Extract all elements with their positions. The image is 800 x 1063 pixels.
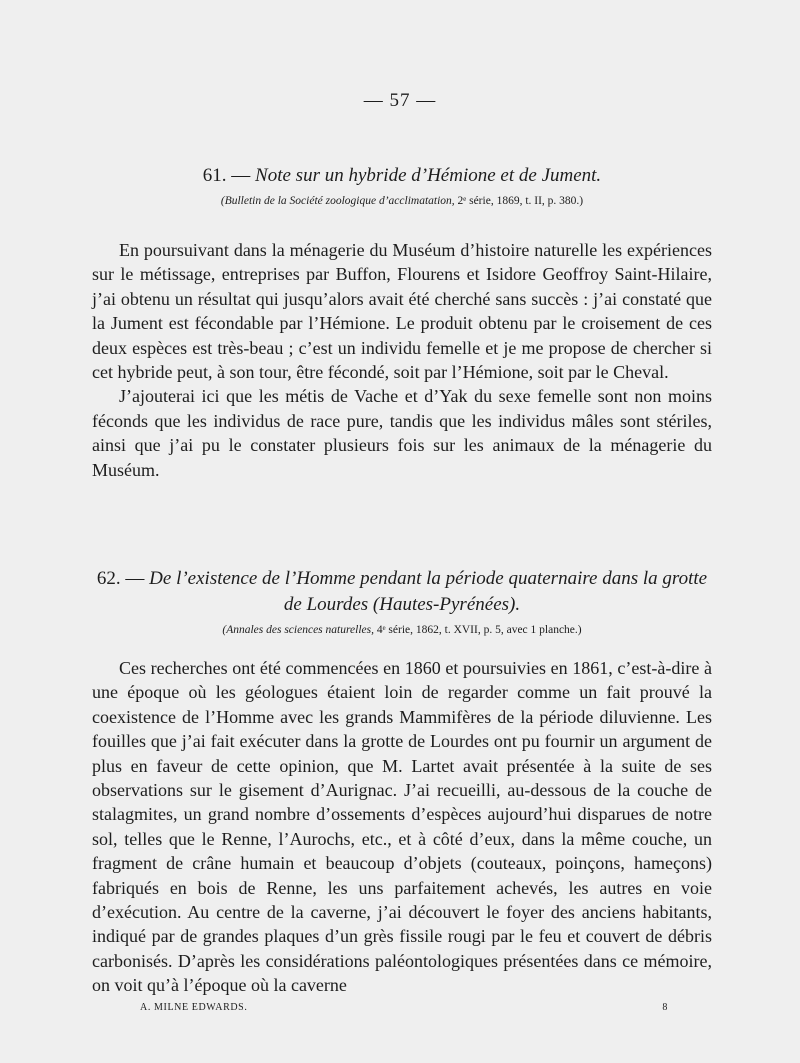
note-61-number: 61. — [202, 165, 227, 186]
note-61 — [92, 163, 712, 482]
footer-author: A. MILNE EDWARDS. — [140, 1002, 248, 1013]
note-61-paragraph: J’ajouterai ici que les métis de Vache et d’Yak du sexe femelle sont non moins féconds que les individus de race pure, tandis que les individus mâles sont stériles, ainsi que j’ai pu le constater plusieurs fois sur les animaux de la ménagerie du Muséum. — [92, 386, 712, 480]
note-61-paragraph: En poursuivant dans la ménagerie du Muséum d’histoire naturelle les expériences sur le métissage, entreprises par Buffon, Flourens et Isidore Geoffroy Saint-Hilaire, j’ai obtenu un résultat qui jusqu’alors avait été cherché sans succès : j’ai constaté que la Jument est fécondable par l’Hémione. Le produit obtenu par le croisement de ces deux espèces est très-beau ; c’est un individu femelle et je me propose de chercher si cet hybride peut, à son tour, être fécondé, soit par l’Hémione, soit par le Cheval. — [92, 240, 712, 383]
note-62-body — [92, 656, 712, 998]
page-number: — 57 — — [363, 90, 437, 111]
note-62 — [92, 566, 712, 998]
note-61-dash: — — [226, 165, 256, 186]
page-footer — [140, 1002, 668, 1013]
note-62-paragraph: Ces recherches ont été commencées en 1860 et poursuivies en 1861, c’est-à-dire à une époque où les géologues étaient loin de regarder comme un fait prouvé la coexistence de l’Homme avec les grands Mammifères de la période diluvienne. Les fouilles que j’ai fait exécuter dans la grotte de Lourdes ont pu fournir un argument de plus en faveur de cette opinion, que M. Lartet avait présentée à la suite de ses observations sur le gisement d’Aurignac. J’ai recueilli, au-dessous de la couche de stalagmites, un grand nombre d’ossements d’espèces aujourd’hui disparues de notre sol, telles que le Renne, l’Aurochs, etc., et à côté d’eux, dans la même couche, un fragment de crâne humain et beaucoup d’objets (couteaux, poinçons, hameçons) fabriqués en bois de Renne, les uns parfaitement achevés, les autres en voie d’exécution. Au centre de la caverne, j’ai découvert le foyer des anciens habitants, indiqué par de grandes plaques d’un grès fissile rougi par le feu et couvert de débris carbonisés. D’après les considérations paléontologiques présentées dans ce mémoire, on voit qu’à l’époque où la caverne — [92, 658, 712, 996]
note-61-heading — [92, 163, 712, 189]
note-61-citation-source: (Bulletin de la Société zoologique d’acclimatation, — [220, 195, 455, 207]
note-62-citation-detail: 4ᵉ série, 1862, t. XVII, p. 5, avec 1 planche.) — [373, 624, 582, 636]
footer-signature-mark: 8 — [662, 1002, 668, 1013]
note-62-number: 62. — [96, 568, 121, 589]
note-61-title: Note sur un hybride d’Hémione et de Jument. — [255, 165, 602, 186]
note-62-title: De l’existence de l’Homme pendant la période quaternaire dans la grotte de Lourdes (Hautes-Pyrénées). — [149, 568, 708, 615]
note-62-dash: — — [120, 568, 150, 589]
note-62-heading — [92, 566, 712, 618]
note-61-citation-detail: 2ᵉ série, 1869, t. II, p. 380.) — [454, 195, 584, 207]
note-61-citation — [92, 195, 712, 207]
note-62-citation — [92, 624, 712, 636]
note-62-citation-source: (Annales des sciences naturelles, — [222, 624, 374, 636]
note-61-body — [92, 238, 712, 482]
